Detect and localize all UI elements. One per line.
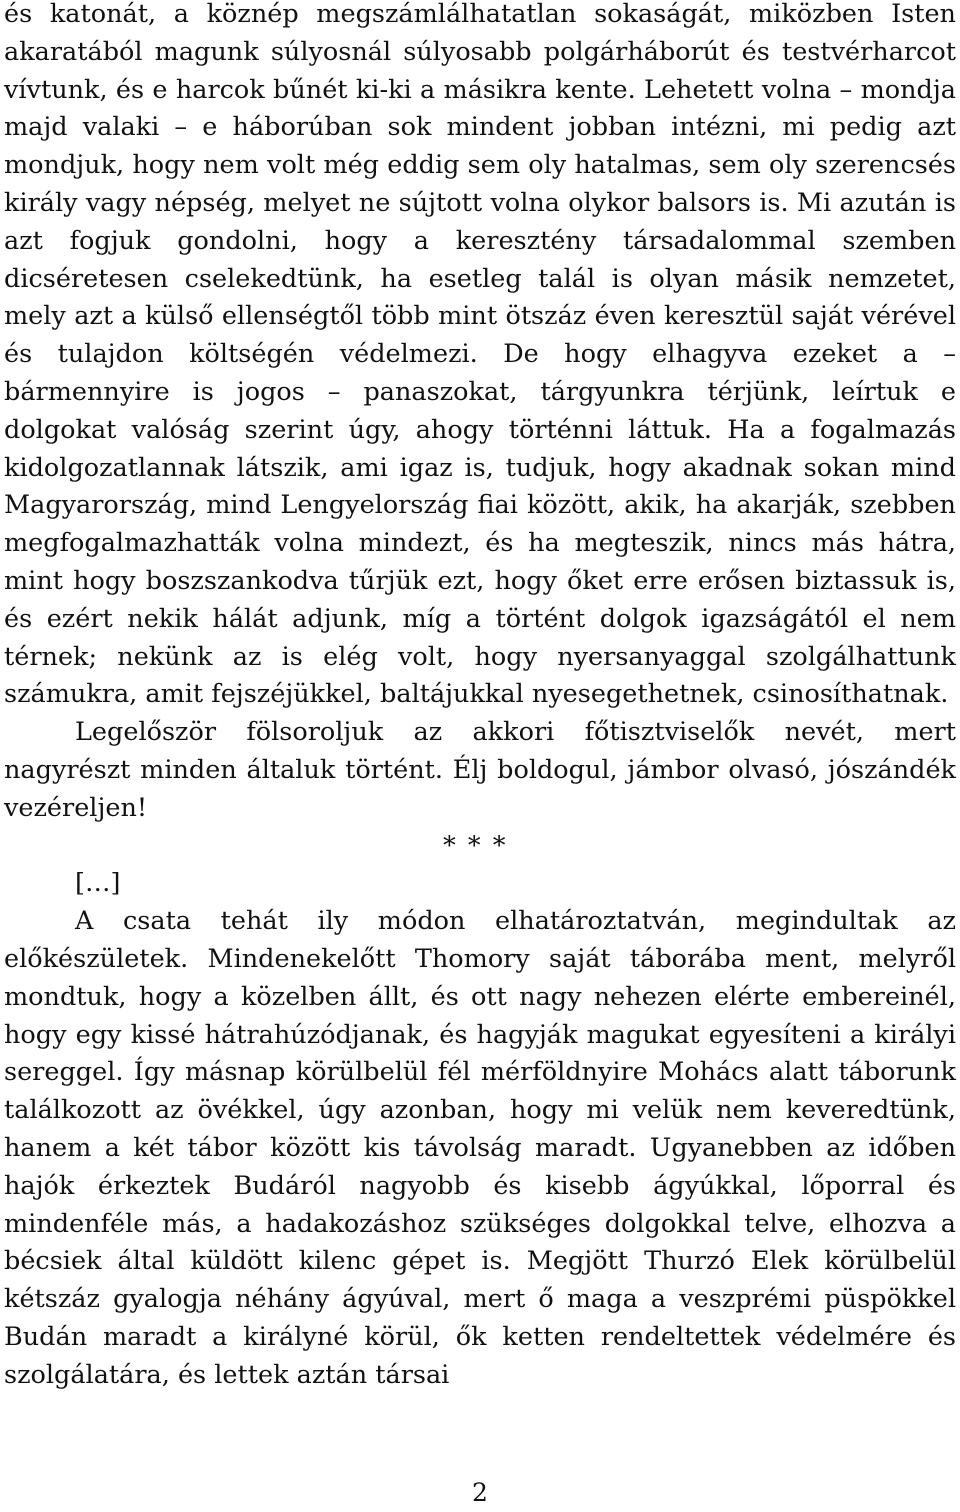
body-text bbox=[4, 0, 956, 1394]
paragraph-2: Legelőször fölsoroljuk az akkori főtisztviselők nevét, mert nagyrészt minden általuk történt. Élj boldogul, jámbor olvasó, jószándék vezéreljen! bbox=[4, 717, 956, 823]
paragraph-3: A csata tehát ily módon elhatároztatván, megindultak az előkészületek. Mindenekelőtt Thomory saját táborába ment, melyről mondtuk, hogy a közelben állt, és ott nagy nehezen elérte embereinél, hogy egy kissé hátrahúzódjanak, és hagyják magukat egyesíteni a királyi sereggel. Így másnap körülbelül fél mérföldnyire Mohács alatt táborunk találkozott az övékkel, úgy azonban, hogy mi velük nem keveredtünk, hanem a két tábor között kis távolság maradt. Ugyanebben az időben hajók érkeztek Budáról nagyobb és kisebb ágyúkkal, lőporral és mindenféle más, a hadakozáshoz szükséges dolgokkal telve, elhozva a bécsiek által küldött kilenc gépet is. Megjött Thurzó Elek körülbelül kétszáz gyalogja néhány ágyúval, mert ő maga a veszprémi püspökkel Budán maradt a királyné körül, ők ketten rendeltettek védelmére és szolgálatára, és lettek aztán társai bbox=[4, 906, 956, 1390]
section-separator: * * * bbox=[443, 830, 508, 861]
page-number: 2 bbox=[472, 1478, 488, 1507]
omission-mark: […] bbox=[75, 868, 121, 899]
paragraph-1: és katonát, a köznép megszámlálhatatlan sokaságát, miközben Isten akaratából magunk súlyosnál súlyosabb polgárháborút és testvérharcot vívtunk, és e harcok bűnét ki-ki a másikra kente. Lehetett volna – mondja majd valaki – e háborúban sok mindent jobban intézni, mi pedig azt mondjuk, hogy nem volt még eddig sem oly hatalmas, sem oly szerencsés király vagy népség, melyet ne sújtott volna olykor balsors is. Mi azután is azt fogjuk gondolni, hogy a keresztény társadalommal szemben dicséretesen cselekedtünk, ha esetleg talál is olyan másik nemzetet, mely azt a külső ellenségtől több mint ötszáz éven keresztül saját vérével és tulajdon költségén védelmezi. De hogy elhagyva ezeket a – bármennyire is jogos – panaszokat, tárgyunkra térjünk, leírtuk e dolgokat valóság szerint úgy, ahogy történni láttuk. Ha a fogalmazás kidolgozatlannak látszik, ami igaz is, tudjuk, hogy akadnak sokan mind Magyarország, mind Lengyelország fiai között, akik, ha akarják, szebben megfogalmazhatták volna mindezt, és ha megteszik, nincs más hátra, mint hogy boszszankodva tűrjük ezt, hogy őket erre erősen biztassuk is, és ezért nekik hálát adjunk, míg a történt dolgok igazságától el nem térnek; nekünk az is elég volt, hogy nyersanyaggal szolgálhattunk számukra, amit fejszéjükkel, baltájukkal nyesegethetnek, csinosíthatnak. bbox=[4, 0, 956, 710]
